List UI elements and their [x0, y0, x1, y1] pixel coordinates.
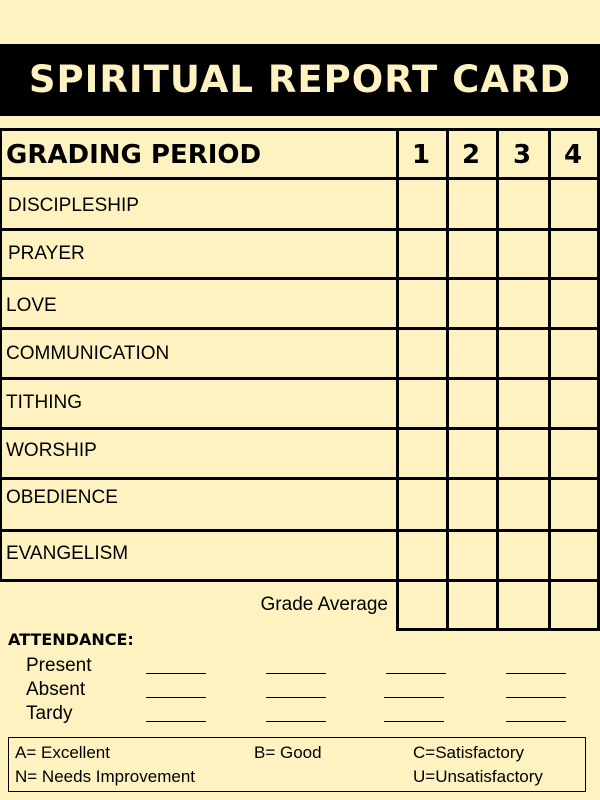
table-left-border: [0, 128, 2, 582]
table-row-divider: [0, 327, 600, 330]
attendance-blank[interactable]: [266, 697, 326, 698]
grade-average-label: Grade Average: [260, 594, 388, 615]
legend-u: U=Unsatisfactory: [413, 767, 543, 786]
legend-a: A= Excellent: [15, 743, 110, 762]
grading-period-header: GRADING PERIOD: [6, 140, 262, 170]
period-column-divider: [396, 128, 399, 631]
period-3-header: 3: [512, 140, 532, 170]
table-row-divider: [0, 579, 600, 582]
grade-legend: [8, 737, 586, 792]
attendance-blank[interactable]: [384, 721, 444, 722]
table-row-divider: [0, 177, 600, 180]
table-row-divider: [0, 277, 600, 280]
subject-evangelism: EVANGELISM: [6, 543, 129, 564]
subject-love: LOVE: [6, 295, 57, 316]
subject-worship: WORSHIP: [6, 440, 97, 461]
subject-obedience: OBEDIENCE: [6, 487, 118, 508]
subject-tithing: TITHING: [6, 392, 82, 413]
attendance-blank[interactable]: [146, 673, 206, 674]
subject-prayer: PRAYER: [8, 243, 85, 264]
attendance-tardy-label: Tardy: [26, 703, 73, 724]
page-title: SPIRITUAL REPORT CARD: [0, 44, 600, 116]
period-column-divider: [496, 128, 499, 631]
subject-discipleship: DISCIPLESHIP: [8, 195, 139, 216]
table-row-divider: [0, 529, 600, 532]
attendance-blank[interactable]: [266, 721, 326, 722]
legend-c: C=Satisfactory: [413, 743, 525, 762]
attendance-blank[interactable]: [506, 721, 566, 722]
attendance-blank[interactable]: [146, 721, 206, 722]
attendance-blank[interactable]: [506, 673, 566, 674]
attendance-blank[interactable]: [384, 697, 444, 698]
table-top-border: [0, 128, 600, 131]
attendance-header: ATTENDANCE:: [8, 630, 134, 649]
period-1-header: 1: [411, 140, 431, 170]
period-column-divider: [548, 128, 551, 631]
table-row-divider: [0, 427, 600, 430]
period-4-header: 4: [563, 140, 583, 170]
attendance-blank[interactable]: [266, 673, 326, 674]
period-column-divider: [446, 128, 449, 631]
attendance-blank[interactable]: [506, 697, 566, 698]
attendance-blank[interactable]: [146, 697, 206, 698]
table-row-divider: [0, 477, 600, 480]
subject-communication: COMMUNICATION: [6, 343, 170, 364]
legend-n: N= Needs Improvement: [15, 767, 195, 786]
attendance-present-label: Present: [26, 655, 92, 676]
table-row-divider: [0, 377, 600, 380]
table-row-divider: [0, 228, 600, 231]
period-2-header: 2: [461, 140, 481, 170]
legend-b: B= Good: [254, 743, 322, 762]
attendance-absent-label: Absent: [26, 679, 86, 700]
attendance-blank[interactable]: [386, 673, 446, 674]
